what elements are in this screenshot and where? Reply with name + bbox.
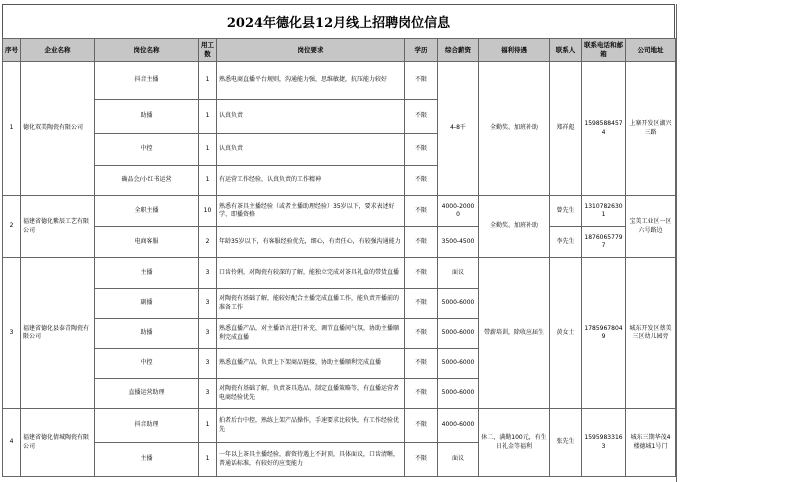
count-cell: 3 [199, 258, 217, 289]
sheet-title: 2024年德化县12月线上招聘岗位信息 [2, 4, 675, 39]
requirements-cell: 年龄35岁以下，有客服经验优先，细心，有责任心，有较强沟通能力 [217, 227, 405, 258]
position-cell: 中控 [95, 134, 199, 166]
header-requirements: 岗位要求 [217, 39, 405, 62]
salary-cell: 4000-6000 [438, 409, 479, 443]
benefits-cell: 全勤奖、加班补助 [479, 196, 550, 258]
requirements-cell: 熟悉直播产品，负责上下架商品链接，协助主播顺利完成直播 [217, 349, 405, 379]
count-cell: 2 [199, 227, 217, 258]
position-cell: 主播 [95, 443, 199, 477]
address-cell: 城东三期华茂4楼德城1号门 [626, 409, 676, 477]
requirements-cell: 口齿伶俐，对陶瓷有较深的了解，能独立完成对茶具礼盒的带货直播 [217, 258, 405, 289]
header-salary: 综合薪资 [438, 39, 479, 62]
position-cell: 主播 [95, 258, 199, 289]
header-row [3, 39, 676, 62]
salary-cell: 5000-6000 [438, 289, 479, 319]
company-name-cell: 福建省德化倩城陶瓷有限公司 [21, 409, 95, 477]
requirements-cell: 熟悉直播产品，对主播语言进行补充，调节直播间气氛，协助主播顺利完成直播 [217, 319, 405, 349]
address-cell: 宝美工业区一区六号路边 [626, 196, 676, 258]
count-cell: 3 [199, 319, 217, 349]
count-cell: 3 [199, 349, 217, 379]
education-cell: 不限 [405, 166, 438, 196]
education-cell: 不限 [405, 379, 438, 409]
requirements-cell: 熟悉电商直播平台规则，沟通能力强，思维敏捷，抗压能力较好 [217, 62, 405, 100]
position-cell: 确品会/小红书运营 [95, 166, 199, 196]
position-cell: 电商客服 [95, 227, 199, 258]
salary-cell: 5000-6000 [438, 319, 479, 349]
education-cell: 不限 [405, 319, 438, 349]
education-cell: 不限 [405, 196, 438, 227]
benefits-cell: 带薪培训，除收应届生 [479, 258, 550, 409]
header-education: 学历 [405, 39, 438, 62]
contact-cell: 曾先生 [550, 196, 582, 227]
position-cell: 助播 [95, 100, 199, 134]
header-seq: 序号 [3, 39, 21, 62]
salary-cell: 3500-4500 [438, 227, 479, 258]
requirements-cell: 对陶瓷有基础了解，能较好配合主播完成直播工作，能负责开播前的准备工作 [217, 289, 405, 319]
education-cell: 不限 [405, 227, 438, 258]
company-name-cell: 德化双美陶瓷有限公司 [21, 62, 95, 196]
contact-cell: 张先生 [550, 409, 582, 477]
salary-cell: 面议 [438, 443, 479, 477]
count-cell: 3 [199, 379, 217, 409]
count-cell: 10 [199, 196, 217, 227]
contact-cell: 李先生 [550, 227, 582, 258]
education-cell: 不限 [405, 289, 438, 319]
education-cell: 不限 [405, 134, 438, 166]
requirements-cell: 对陶瓷有基础了解，负责茶具选品、制定直播策略等，有直播运营者电商经验优先 [217, 379, 405, 409]
phone-cell: 17859678049 [582, 258, 626, 409]
count-cell: 1 [199, 409, 217, 443]
phone-cell: 13107826301 [582, 196, 626, 227]
header-phone: 联系电话和邮箱 [582, 39, 626, 62]
table-row [3, 196, 676, 227]
job-table [2, 38, 676, 477]
header-position: 岗位名称 [95, 39, 199, 62]
count-cell: 1 [199, 100, 217, 134]
education-cell: 不限 [405, 349, 438, 379]
header-address: 公司地址 [626, 39, 676, 62]
requirements-cell: 拍者后台中控，熟练上架产品操作，手速要求比较快，有工作经验优先 [217, 409, 405, 443]
salary-cell: 4-8千 [438, 62, 479, 196]
requirements-cell: 认真负责 [217, 134, 405, 166]
company-name-cell: 福建省德化紫辰工艺有限公司 [21, 196, 95, 258]
requirements-cell: 有运营工作经验，认真负责的工作精神 [217, 166, 405, 196]
phone-cell: 15985884574 [582, 62, 626, 196]
position-cell: 全职主播 [95, 196, 199, 227]
phone-cell: 18760657797 [582, 227, 626, 258]
table-row [3, 62, 676, 100]
count-cell: 1 [199, 443, 217, 477]
header-benefits: 福利待遇 [479, 39, 550, 62]
education-cell: 不限 [405, 62, 438, 100]
address-cell: 城东开发区蔡美三区幼儿园旁 [626, 258, 676, 409]
benefits-cell: 休二，满勤100元，有生日礼金等福利 [479, 409, 550, 477]
education-cell: 不限 [405, 258, 438, 289]
phone-cell: 15959833163 [582, 409, 626, 477]
header-company: 企业名称 [21, 39, 95, 62]
salary-cell: 面议 [438, 258, 479, 289]
contact-cell: 郑祥彪 [550, 62, 582, 196]
salary-cell: 4000-20000 [438, 196, 479, 227]
table-row [3, 227, 676, 258]
position-cell: 直播运营助理 [95, 379, 199, 409]
seq-cell: 3 [3, 258, 21, 409]
requirements-cell: 熟悉有茶具主播经验（或者主播助理经验）35岁以下，要求表述好学、即播资格 [217, 196, 405, 227]
requirements-cell: 认真负责 [217, 100, 405, 134]
seq-cell: 2 [3, 196, 21, 258]
salary-cell: 5000-6000 [438, 379, 479, 409]
address-cell: 上寨开发区湖兴三路 [626, 62, 676, 196]
salary-cell: 5000-6000 [438, 349, 479, 379]
position-cell: 中控 [95, 349, 199, 379]
header-count: 用工数 [199, 39, 217, 62]
contact-cell: 黄女士 [550, 258, 582, 409]
position-cell: 副播 [95, 289, 199, 319]
seq-cell: 1 [3, 62, 21, 196]
count-cell: 3 [199, 289, 217, 319]
seq-cell: 4 [3, 409, 21, 477]
position-cell: 助播 [95, 319, 199, 349]
count-cell: 1 [199, 134, 217, 166]
count-cell: 1 [199, 166, 217, 196]
requirements-cell: 一年以上茶具主播经验，薪资待遇上不封顶，具体面议，口齿清晰，普通话标准，有较好的应变能力 [217, 443, 405, 477]
education-cell: 不限 [405, 409, 438, 443]
header-contact: 联系人 [550, 39, 582, 62]
company-name-cell: 福建省德化县泰青陶瓷有限公司 [21, 258, 95, 409]
position-cell: 抖音助理 [95, 409, 199, 443]
benefits-cell: 全勤奖、加班补助 [479, 62, 550, 196]
count-cell: 1 [199, 62, 217, 100]
table-row [3, 409, 676, 443]
table-row [3, 258, 676, 289]
sheet-margin [676, 4, 800, 482]
education-cell: 不限 [405, 100, 438, 134]
education-cell: 不限 [405, 443, 438, 477]
position-cell: 抖音主播 [95, 62, 199, 100]
